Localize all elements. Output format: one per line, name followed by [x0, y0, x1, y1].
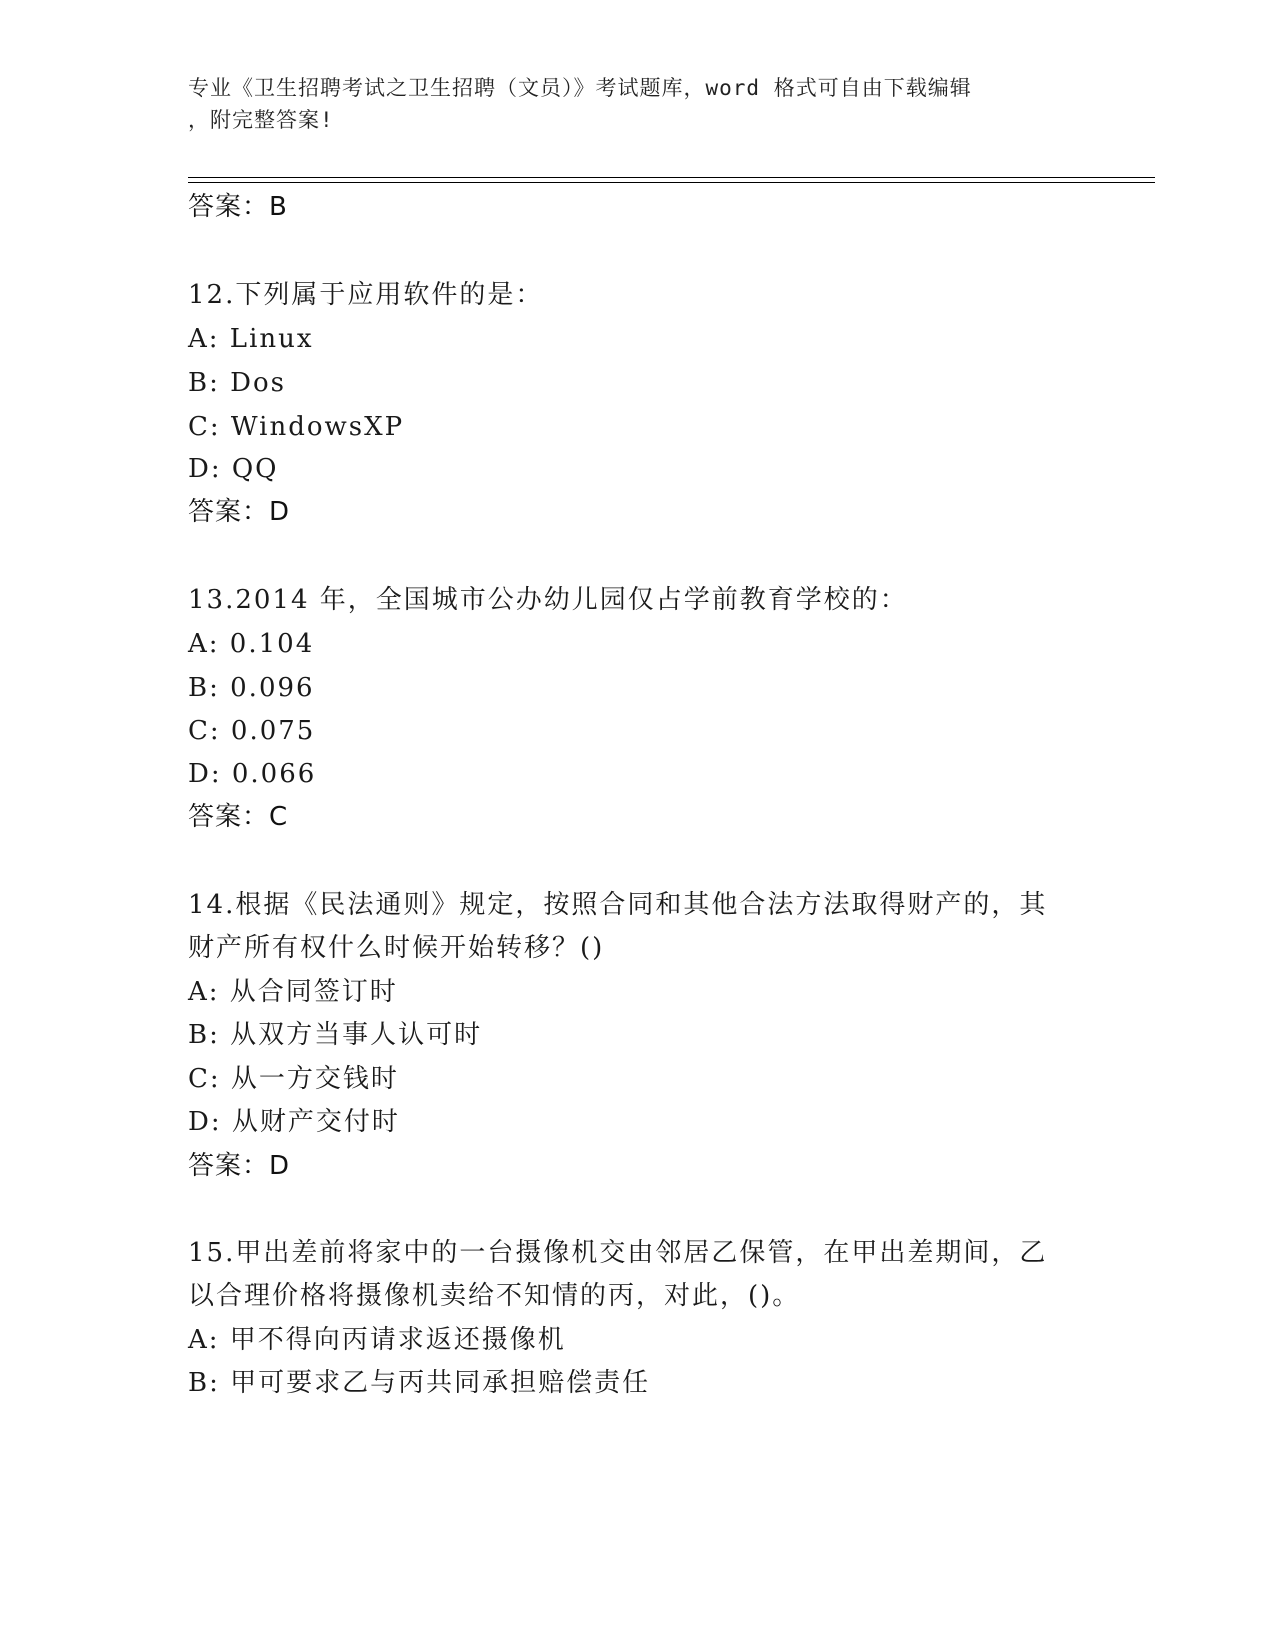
header-line-2: ，附完整答案! [188, 108, 334, 132]
option-a: A: 0.104 [188, 629, 315, 659]
option-b: B: 甲可要求乙与丙共同承担赔偿责任 [188, 1368, 651, 1398]
option-a: A: 甲不得向丙请求返还摄像机 [188, 1325, 566, 1355]
option-c: C: WindowsXP [188, 412, 405, 442]
question-stem-continued: 以合理价格将摄像机卖给不知情的丙，对此，()。 [188, 1281, 801, 1311]
option-a: A: 从合同签订时 [188, 977, 398, 1007]
previous-answer: 答案：B [188, 192, 288, 222]
header-line-1: 专业《卫生招聘考试之卫生招聘（文员）》考试题库，word 格式可自由下载编辑 [188, 76, 972, 100]
answer: 答案：C [188, 802, 289, 832]
option-b: B: 0.096 [188, 673, 315, 703]
answer: 答案：D [188, 497, 291, 527]
option-d: D: QQ [188, 454, 279, 484]
option-d: D: 从财产交付时 [188, 1107, 400, 1137]
question-stem: 15.甲出差前将家中的一台摄像机交由邻居乙保管，在甲出差期间，乙 [188, 1238, 1048, 1268]
question-stem: 12.下列属于应用软件的是： [188, 280, 544, 310]
question-stem: 14.根据《民法通则》规定，按照合同和其他合法方法取得财产的，其 [188, 890, 1048, 920]
document-header [188, 72, 1088, 136]
option-a: A: Linux [188, 324, 314, 354]
option-c: C: 从一方交钱时 [188, 1064, 399, 1094]
option-d: D: 0.066 [188, 759, 317, 789]
option-c: C: 0.075 [188, 716, 316, 746]
option-b: B: Dos [188, 368, 286, 398]
question-stem-continued: 财产所有权什么时候开始转移？() [188, 933, 605, 963]
header-rule-top [188, 177, 1155, 178]
option-b: B: 从双方当事人认可时 [188, 1020, 483, 1050]
question-stem: 13.2014 年，全国城市公办幼儿园仅占学前教育学校的： [188, 585, 908, 615]
answer: 答案：D [188, 1151, 291, 1181]
header-rule-bottom [188, 182, 1155, 183]
